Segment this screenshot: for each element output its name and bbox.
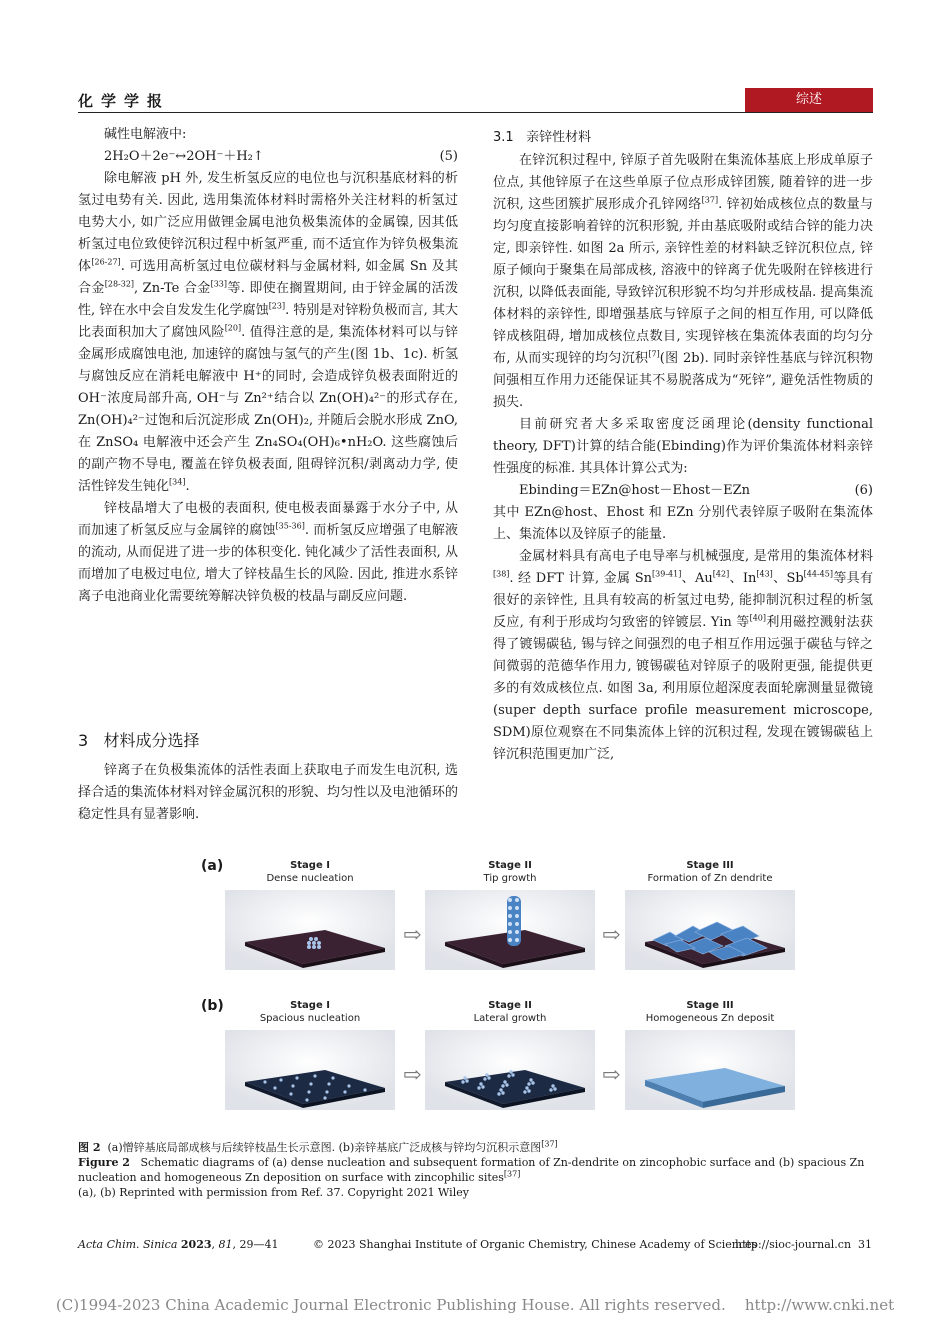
zinc-dendrite-formation (625, 890, 795, 970)
citation[interactable]: [33] (210, 279, 227, 289)
stage-a1 (225, 860, 395, 970)
panel-label-b: (b) (201, 998, 224, 1014)
text-span: 、Sb (772, 571, 804, 586)
arrow-icon: ⇨ (602, 1063, 621, 1088)
citation[interactable]: [43] (756, 569, 773, 579)
arrow-icon: ⇨ (403, 923, 422, 948)
citation[interactable]: [37] (541, 1139, 558, 1149)
text-span: . 可选用高析氢过电位碳材料与金属材料, 如金属 Sn 及其合金 (78, 259, 458, 296)
stage-subtitle: Formation of Zn dendrite (647, 873, 773, 884)
caption-credit: (a), (b) Reprinted with permission from Ref. 37. Copyright 2021 Wiley (78, 1186, 469, 1199)
subsection-number: 3.1 (493, 130, 514, 145)
panel-label-a: (a) (201, 858, 224, 874)
figure-caption (78, 1140, 873, 1200)
alkaline-label: 碱性电解液中: (104, 127, 187, 142)
caption-en-label: Figure 2 (78, 1156, 130, 1169)
text-span: , Zn-Te 合金 (134, 281, 211, 296)
footer-copyright: © 2023 Shanghai Institute of Organic Chemistry, Chinese Academy of Sciences (313, 1238, 758, 1251)
paragraph-material-selection: 锌离子在负极集流体的活性表面上获取电子而发生电沉积, 选择合适的集流体材料对锌金属沉积的形貌、均匀性以及电池循环的稳定性具有显著影响. (78, 763, 458, 822)
stage-b3 (625, 1000, 795, 1110)
caption-cn (78, 1140, 873, 1155)
citation[interactable]: [7] (648, 349, 660, 359)
citation[interactable]: [37] (503, 1169, 521, 1179)
stage-title: Stage I (290, 860, 330, 871)
stage-subtitle: Tip growth (483, 873, 537, 884)
stage-title: Stage III (686, 860, 734, 871)
citation[interactable]: [28-32] (104, 279, 135, 289)
section-number: 3 (78, 731, 89, 750)
left-column (78, 124, 458, 608)
text-span: 、In (729, 571, 757, 586)
paragraph-energy-terms: 其中 EZn@host、Ehost 和 EZn 分别代表锌原子吸附在集流体上、集流体以及锌原子的能量. (493, 505, 873, 542)
stage-a3 (625, 860, 795, 970)
right-column (493, 150, 873, 766)
citation[interactable]: [37] (701, 195, 719, 205)
stage-a2 (425, 860, 595, 970)
equation-6 (493, 480, 873, 502)
zincophilic-substrate-spacious-nucleation (225, 1030, 395, 1110)
citation[interactable]: [34] (169, 477, 186, 487)
citation[interactable]: [40] (749, 613, 767, 623)
stage-subtitle: Spacious nucleation (259, 1013, 361, 1024)
equation-6-body: Ebinding＝EZn@host－Ehost－EZn (519, 483, 750, 498)
section-tag: 综述 (745, 88, 873, 112)
caption-cn-text: (a)憎锌基底局部成核与后续锌枝晶生长示意图. (b)亲锌基底广泛成核与锌均匀沉积示意图 (107, 1141, 542, 1154)
header-rule (78, 112, 873, 113)
footer-citation: Acta Chim. Sinica 2023, 81, 29—41 (78, 1238, 279, 1251)
citation[interactable]: [26-27] (91, 257, 121, 267)
text-span: 等. 即使在搁置期间, 由于锌金属的活泼性, 锌在水中会自发发生化学腐蚀 (78, 281, 458, 318)
text-span: . 特别是对锌粉负极而言, 其大比表面积加大了腐蚀风险 (78, 303, 459, 340)
stage-subtitle: Homogeneous Zn deposit (645, 1013, 775, 1024)
equation-6-number: (6) (854, 483, 873, 498)
zincophobic-substrate-tip-growth (425, 890, 595, 970)
section-3-heading (78, 728, 458, 751)
caption-en-text: Schematic diagrams of (a) dense nucleation and subsequent formation of Zn-dendrite on zincophobic surface and (b) spacious Zn nucleation and homogeneous Zn deposition on surface with zincophilic sites (78, 1156, 865, 1184)
text-span: 金属材料具有高电子电导率与机械强度, 是常用的集流体材料 (519, 549, 873, 564)
journal-title: 化学学报 (78, 92, 171, 110)
equation-5 (78, 146, 458, 168)
text-span: . 值得注意的是, 集流体材料可以与锌金属形成腐蚀电池, 加速锌的腐蚀与氢气的产生(图 1b、1c). 析氢与腐蚀反应在消耗电解液中 H⁺的同时, 会造成锌负极表面附近的 OH⁻浓度局部升高, OH⁻与 Zn²⁺结合以 Zn(OH)₄²⁻的形式存在, Zn(OH)₄²⁻过饱和后沉淀形成 Zn(OH)₂, 并随后会脱水形成 ZnO, 在 ZnSO₄ 电解液中还会产生 Zn₄SO₄(OH)₆•nH₂O. 这些腐蚀后的副产物不导电, 覆盖在锌负极表面, 阻碍锌沉积/剥离动力学, 使活性锌发生钝化 (78, 325, 458, 494)
paragraph-zincophilicity (493, 150, 873, 414)
text-span: 等具有很好的亲锌性, 且具有较高的析氢过电势, 能抑制沉积过程的析氢反应, 有利于形成均匀致密的锌镀层. Yin 等 (493, 571, 873, 630)
citation[interactable]: [23] (268, 301, 286, 311)
text-span: . 经 DFT 计算, 金属 Sn (509, 571, 653, 586)
text-span: 利用磁控溅射法获得了镀锡碳毡, 锡与锌之间强烈的电子相互作用远强于碳毡与锌之间微弱的范德华作用力, 镀锡碳毡对锌原子的吸附更强, 能提供更多的有效成核位点. 如图 3a, 利用原位超深度表面轮廓测量显微镜(super depth surface profile measurement microscope, SDM)原位观察在不同集流体上锌的沉积过程, 发现在镀锡碳毡上锌沉积范围更加广泛, (493, 615, 873, 762)
citation[interactable]: [42] (712, 569, 730, 579)
stage-subtitle: Dense nucleation (266, 873, 354, 884)
caption-cn-label: 图 2 (78, 1141, 101, 1154)
text-span: . 锌初始成核位点的数量与均匀度直接影响着锌的沉积形貌, 并由基底吸附或结合锌的能力决定, 即亲锌性. 如图 2a 所示, 亲锌性差的材料缺乏锌沉积位点, 锌原子倾向于聚集在局部成核, 溶液中的锌离子优先吸附在锌核进行沉积, 以降低表面能, 导致锌沉积形貌不均匀并形成枝晶. 提高集流体材料的亲锌性, 即增强基底与锌原子之间的相互作用, 可以降低锌成核阻碍, 增加成核位点数目, 实现锌核在集流体表面的均匀分布, 从而实现锌的均匀沉积 (493, 197, 874, 366)
stage-title: Stage I (290, 1000, 330, 1011)
arrow-icon: ⇨ (403, 1063, 422, 1088)
citation[interactable]: [44-45] (803, 569, 833, 579)
text-span: (图 2b). 同时亲锌性基底与锌沉积物间强相互作用力还能保证其不易脱落成为“死锌”, 避免活性物质的损失. (493, 351, 874, 410)
stage-subtitle: Lateral growth (473, 1013, 547, 1024)
cnki-watermark: (C)1994-2023 China Academic Journal Electronic Publishing House. All rights reserved. http://www.cnki.net (55, 1296, 895, 1314)
equation-5-number: (5) (439, 149, 458, 164)
paragraph-dendrite (78, 498, 458, 608)
footer-journal: Acta Chim. Sinica (78, 1238, 178, 1251)
citation[interactable]: [39-41] (652, 569, 682, 579)
paragraph-dft: 目前研究者大多采取密度泛函理论(density functional theory, DFT)计算的结合能(Ebinding)作为评价集流体材料亲锌性强度的标准. 其具体计算公式为: (493, 417, 873, 476)
citation[interactable]: [38] (493, 569, 510, 579)
stage-title: Stage III (686, 1000, 734, 1011)
footer-pages: 29—41 (239, 1238, 279, 1251)
subsection-title: 亲锌性材料 (526, 130, 592, 145)
text-span: . (185, 479, 190, 494)
figure-2 (195, 858, 875, 1130)
equation-5-body: 2H₂O＋2e⁻↔2OH⁻＋H₂↑ (104, 149, 264, 164)
page-number: 31 (858, 1238, 872, 1251)
caption-en (78, 1155, 873, 1185)
subsection-3-1-heading (493, 126, 873, 145)
zincophilic-substrate-lateral-growth (425, 1030, 595, 1110)
homogeneous-zinc-deposit (625, 1030, 795, 1110)
footer-url[interactable]: http://sioc-journal.cn (735, 1238, 852, 1251)
section-title: 材料成分选择 (103, 731, 200, 750)
text-span: . 而析氢反应增强了电解液的流动, 从而促进了进一步的体积变化. 钝化减少了活性表面积, 从而增加了电极过电位, 增大了锌枝晶生长的风险. 因此, 推进水系锌离子电池商业化需要统筹解决锌负极的枝晶与副反应问题. (78, 523, 458, 604)
stage-b1 (225, 1000, 395, 1110)
text-span: 锌枝晶增大了电极的表面积, 使电极表面暴露于水分子中, 从而加速了析氢反应与金属锌的腐蚀 (78, 501, 458, 538)
citation[interactable]: [20] (224, 323, 242, 333)
left-column-bottom (78, 760, 458, 826)
footer-volume: 81 (218, 1238, 233, 1251)
footer-year: 2023 (180, 1238, 212, 1251)
stage-title: Stage II (488, 1000, 532, 1011)
stage-b2 (425, 1000, 595, 1110)
arrow-icon: ⇨ (602, 923, 621, 948)
stage-title: Stage II (488, 860, 532, 871)
citation[interactable]: [35-36] (275, 521, 305, 531)
zincophobic-substrate-dense-nucleation (225, 890, 395, 970)
text-span: 除电解液 pH 外, 发生析氢反应的电位也与沉积基底材料的析氢过电势有关. 因此, 选用集流体材料时需格外关注材料的析氢过电势大小, 如广泛应用做锂金属电池负极集流体的金属镍, 因其低析氢过电位致使锌沉积过程中析氢严重, 而不适宜作为锌负极集流体 (78, 171, 458, 274)
text-span: 、Au (681, 571, 713, 586)
text-span: 在锌沉积过程中, 锌原子首先吸附在集流体基底上形成单原子位点, 其他锌原子在这些单原子位点形成锌团簇, 随着锌的进一步沉积, 这些团簇扩展形成介孔锌网络 (493, 153, 873, 212)
paragraph-hydrogen-evolution (78, 168, 458, 498)
paragraph-metal-materials (493, 546, 873, 766)
